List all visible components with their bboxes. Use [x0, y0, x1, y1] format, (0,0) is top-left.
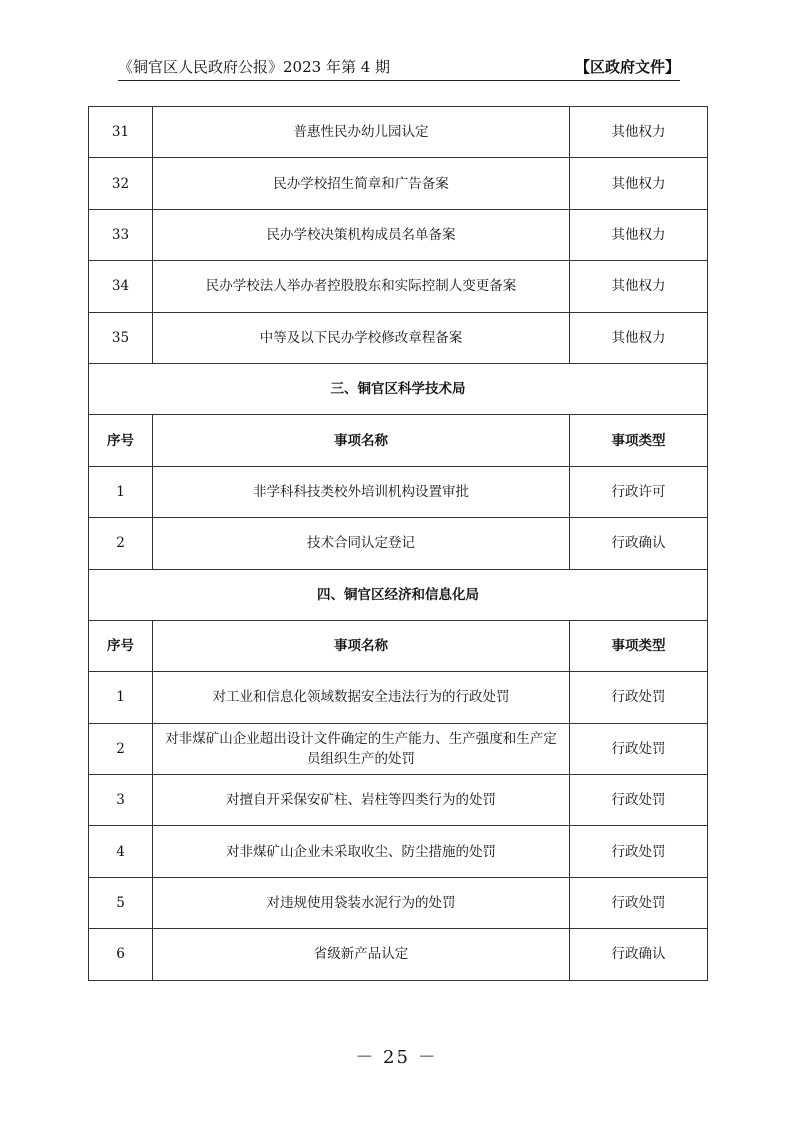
row-number: 2 [89, 723, 153, 774]
item-type: 其他权力 [570, 261, 708, 312]
table-header-row [89, 415, 708, 466]
column-header-number: 序号 [89, 620, 153, 671]
table-row [89, 672, 708, 723]
section-heading-row [89, 569, 708, 620]
item-type: 行政确认 [570, 518, 708, 569]
table-row [89, 877, 708, 928]
table-row [89, 158, 708, 209]
row-number: 3 [89, 775, 153, 826]
page-number: － 25 － [355, 1047, 438, 1068]
column-header-number: 序号 [89, 415, 153, 466]
item-name: 普惠性民办幼儿园认定 [153, 107, 570, 158]
item-type: 其他权力 [570, 158, 708, 209]
table-row [89, 826, 708, 877]
item-type: 行政确认 [570, 929, 708, 980]
item-name: 省级新产品认定 [153, 929, 570, 980]
item-type: 行政处罚 [570, 672, 708, 723]
table-header-row [89, 620, 708, 671]
row-number: 4 [89, 826, 153, 877]
item-type: 其他权力 [570, 209, 708, 260]
item-name: 民办学校决策机构成员名单备案 [153, 209, 570, 260]
table-row [89, 518, 708, 569]
table-row [89, 466, 708, 517]
table-row [89, 929, 708, 980]
row-number: 5 [89, 877, 153, 928]
section-heading-row [89, 363, 708, 414]
column-header-type: 事项类型 [570, 415, 708, 466]
column-header-type: 事项类型 [570, 620, 708, 671]
row-number: 1 [89, 466, 153, 517]
items-table [88, 106, 708, 981]
item-type: 行政处罚 [570, 877, 708, 928]
section-title: 三、铜官区科学技术局 [89, 363, 708, 414]
row-number: 6 [89, 929, 153, 980]
table-row [89, 209, 708, 260]
item-name: 对工业和信息化领域数据安全违法行为的行政处罚 [153, 672, 570, 723]
item-name: 民办学校招生简章和广告备案 [153, 158, 570, 209]
page-header [118, 56, 680, 81]
row-number: 31 [89, 107, 153, 158]
item-type: 行政处罚 [570, 723, 708, 774]
item-type: 行政许可 [570, 466, 708, 517]
item-type: 行政处罚 [570, 775, 708, 826]
item-type: 行政处罚 [570, 826, 708, 877]
item-type: 其他权力 [570, 312, 708, 363]
item-type: 其他权力 [570, 107, 708, 158]
item-name: 技术合同认定登记 [153, 518, 570, 569]
row-number: 35 [89, 312, 153, 363]
row-number: 2 [89, 518, 153, 569]
row-number: 1 [89, 672, 153, 723]
table-row [89, 107, 708, 158]
table-row [89, 775, 708, 826]
item-name: 对违规使用袋装水泥行为的处罚 [153, 877, 570, 928]
item-name: 对擅自开采保安矿柱、岩柱等四类行为的处罚 [153, 775, 570, 826]
row-number: 33 [89, 209, 153, 260]
section-title: 四、铜官区经济和信息化局 [89, 569, 708, 620]
item-name: 民办学校法人举办者控股股东和实际控制人变更备案 [153, 261, 570, 312]
item-name: 非学科科技类校外培训机构设置审批 [153, 466, 570, 517]
bulletin-title: 《铜官区人民政府公报》2023 年第 4 期 [118, 58, 391, 76]
item-name: 对非煤矿山企业未采取收尘、防尘措施的处罚 [153, 826, 570, 877]
item-name: 中等及以下民办学校修改章程备案 [153, 312, 570, 363]
table-row [89, 261, 708, 312]
row-number: 32 [89, 158, 153, 209]
item-name: 对非煤矿山企业超出设计文件确定的生产能力、生产强度和生产定员组织生产的处罚 [153, 723, 570, 774]
document-category-tag: 【区政府文件】 [574, 58, 680, 76]
column-header-name: 事项名称 [153, 415, 570, 466]
table-row [89, 312, 708, 363]
column-header-name: 事项名称 [153, 620, 570, 671]
table-row [89, 723, 708, 774]
row-number: 34 [89, 261, 153, 312]
